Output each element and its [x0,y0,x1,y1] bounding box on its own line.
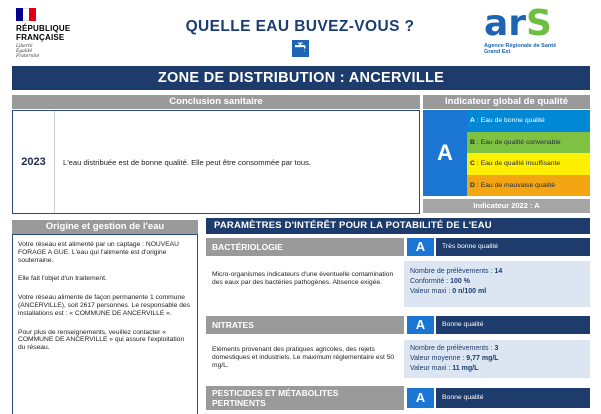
rf-motto: Liberté Égalité Fraternité [16,44,40,59]
param-heading-nitrates: NITRATES [206,316,404,334]
french-flag-icon [16,8,36,21]
scale-item-c: C : Eau de qualité insuffisante [467,153,590,175]
origin-paragraph: Elle fait l'objet d'un traitement. [18,275,107,283]
param-grade-bacteriologie: A [407,238,434,256]
zone-title-bar: ZONE DE DISTRIBUTION : ANCERVILLE [12,66,590,90]
ars-letters: arS [484,3,552,44]
conclusion-year: 2023 [13,111,55,213]
conclusion-heading: Conclusion sanitaire [12,95,420,109]
origin-paragraph: Pour plus de renseignements, veuillez contacter « COMMUNE DE ANCERVILLE » qui assure l'exploitation du réseau. [18,328,185,352]
conclusion-text: L'eau distribuée est de bonne qualité. Elle peut être consommée par tous. [63,157,311,167]
parameters-title: PARAMÈTRES D'INTÉRÊT POUR LA POTABILITÉ DE L'EAU [206,218,590,234]
origin-paragraph: Votre réseau alimente de façon permanente 1 commune (ANCERVILLE), soit 2617 personnes. Le responsable des installations est : « COMMUNE DE ANCERVILLE ». [18,294,190,317]
scale-item-b: B : Eau de qualité convenable [467,132,590,154]
param-grade-pesticides: A [407,388,434,408]
conclusion-row [12,110,420,214]
tap-icon [292,40,309,57]
origin-paragraph: Votre réseau est alimenté par un captage : NOUVEAU FORAGE A GUE. L'eau qui l'alimente est d'origine souterraine. [18,241,179,264]
origin-text-box [12,234,198,414]
scale-item-a: A : Eau de bonne qualité [467,110,590,132]
param-verdict-pesticides: Bonne qualité [436,388,590,408]
ars-subtitle: Agence Régionale de Santé [484,43,557,49]
indicator-heading: Indicateur global de qualité [423,95,590,109]
param-verdict-nitrates: Bonne qualité [436,316,590,334]
param-description-bacteriologie: Micro-organismes indicateurs d'une éventuelle contamination des eaux par des bactéries pathogènes. Absence exigée. [212,271,394,286]
origin-heading: Origine et gestion de l'eau [12,220,198,234]
republique-francaise-logo [16,8,86,66]
param-heading-pesticides: PESTICIDES ET MÉTABOLITES PERTINENTS [206,386,404,410]
global-grade-badge: A [423,110,467,196]
quality-scale [467,110,590,196]
rf-name: RÉPUBLIQUE FRANÇAISE [16,24,71,42]
param-stats-nitrates: Nombre de prélèvements : 3 Valeur moyenne : 9,77 mg/L Valeur maxi : 11 mg/L [404,340,590,378]
param-heading-bacteriologie: BACTÉRIOLOGIE [206,238,404,256]
param-stats-bacteriologie: Nombre de prélèvements : 14 Conformité : 100 % Valeur maxi : 0 n/100 ml [404,261,590,307]
ars-region: Grand Est [484,49,511,55]
indicator-year-label: Indicateur 2022 : A [423,199,590,213]
param-grade-nitrates: A [407,316,434,334]
param-description-nitrates: Eléments provenant des pratiques agricoles, des rejets domestiques et industriels. Le maximum réglementaire est 50 mg/L. [212,346,395,369]
param-verdict-bacteriologie: Très bonne qualité [436,238,590,256]
scale-item-d: D : Eau de mauvaise qualité [467,175,590,197]
ars-logo [484,3,594,66]
page-title: QUELLE EAU BUVEZ-VOUS ? [185,18,415,35]
